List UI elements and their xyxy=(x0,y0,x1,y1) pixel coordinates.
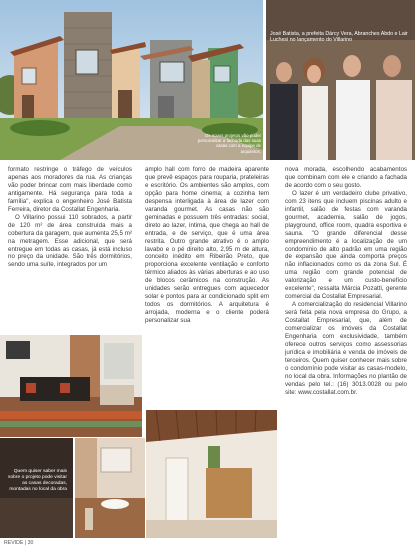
bathroom-illustration xyxy=(75,438,145,538)
page-footer xyxy=(4,540,33,546)
houses-photo-caption: Os novos projetos vão poder personalizar a fachada das suas casas com a equipe de arquitetos. xyxy=(197,133,261,154)
paragraph: A comercialização do residencial Villarino será feita pela nova empresa do Grupo, a Costallat Empresarial, que, além de comercializar os imóveis da Costallat Engenharia com exclusividade, também oferece outros serviços como assessorias jurídica e imobiliária e venda de imóveis de terceiros. Quem quiser conhecer mais sobre o condomínio pode visitar as casas-modelo, no local da obra. Informações no plantão de vendas pelo tel.: (16) 3013.0028 ou pelo site: www.costallat.com.br. xyxy=(285,301,407,396)
body-column-2 xyxy=(145,166,269,325)
launch-event-caption: José Batista, a prefeita Dárcy Vera, Abranches Abdo e Lair Luchesi no lançamento do Villarino xyxy=(270,31,408,44)
interior-illustration xyxy=(146,410,277,538)
model-houses-caption: Quem quiser saber mais sobre o projeto pode visitar as casas decoradas, montadas no local da obra xyxy=(8,469,67,492)
bedroom-photo xyxy=(0,438,73,538)
paragraph: amplo hall com forro de madeira aparente que prevê espaços para rouparia, prateleiras e escritório. Os ambientes são amplos, com opção para home cinema; a cozinha tem despensa interligada à área de lazer com varanda gourmet. As casas não são geminadas e possuem três entradas: social, direto ao lazer, íntima, que chega ao hall de entrada, e de serviço, que é uma área restrita. Outro grande atrativo é o amplo lavabo e o pé direito alto, 2,95 m de altura, conceito inédito em Ribeirão Preto, que proporciona excelente ventilação e conforto térmico aliados às várias aberturas e ao uso de blocos cerâmicos na construção. As unidades serão entregues com aquecedor solar e pontos para ar condicionado split em todos os dormitórios. A arquitetura é arrojada, moderna e o cliente poderá personalizar sua xyxy=(145,166,269,325)
page-number: 30 xyxy=(27,540,34,546)
launch-event-photo xyxy=(266,0,415,160)
footer-separator: | xyxy=(24,540,27,546)
people-illustration xyxy=(266,0,415,160)
paragraph: formato restringe o tráfego de veículos apenas aos moradores da rua. As crianças vão poder brincar com mais liberdade como antigamente. Há segurança para toda a família", explica o engenheiro José Batista Ferreira, diretor da Costallat Engenharia. xyxy=(8,166,132,213)
houses-photo xyxy=(0,0,263,160)
paragraph: O Villarino possui 110 sobrados, a partir de 120 m² de área construída mais a cobertura da garagem, que aumenta 25,5 m² na metragem. Esse adicional, que será entregue em todas as casas, já está incluso no preço da unidade. São três dormitórios, sendo uma suíte, integrados por um xyxy=(8,213,132,269)
paragraph: nova morada, escolhendo acabamentos que combinam com ele e criando a fachada de acordo com o seu gosto. xyxy=(285,166,407,189)
bathroom-photo xyxy=(75,438,145,538)
body-column-1 xyxy=(8,166,132,269)
paragraph: O lazer é um verdadeiro clube privativo, com 23 itens que incluem piscinas adulto e infantil, salão de festas com varanda gourmet, academia, salão de jogos, playground, office room, quadra esportiva e sauna. "O grande diferencial desse empreendimento é a localização de um condomínio de alto padrão em uma região de expansão que ainda comporta preços não inflacionados como os da zona Sul. É uma região com grande potencial de valorização e um custo-benefício excelente", ressalta Márcia Pozatti, gerente comercial da Costallat Empresarial. xyxy=(285,189,407,301)
interior-photo xyxy=(146,410,277,538)
body-column-3 xyxy=(285,166,407,397)
living-room-illustration xyxy=(0,335,142,437)
living-room-photo xyxy=(0,335,142,437)
magazine-name: REVIDE xyxy=(4,540,24,546)
